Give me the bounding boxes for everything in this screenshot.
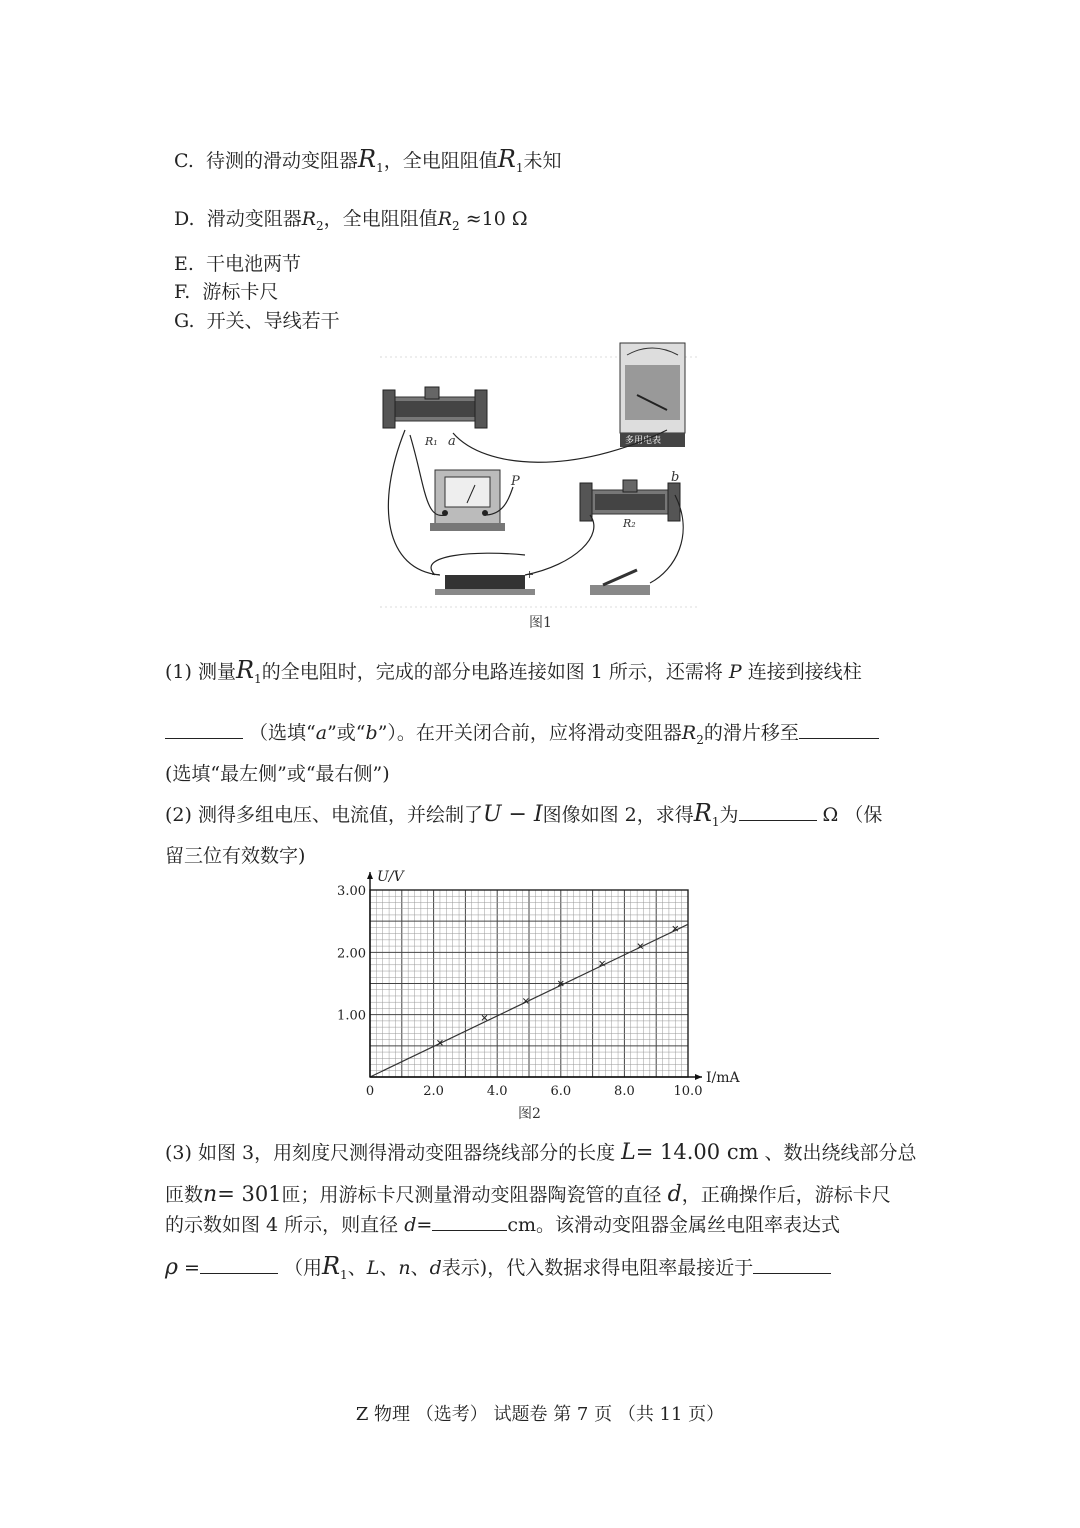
ammeter bbox=[430, 470, 520, 531]
option-e: E. 干电池两节 bbox=[174, 253, 302, 275]
rheostat-r2 bbox=[580, 470, 680, 530]
answer-blank-resistance[interactable] bbox=[739, 819, 817, 821]
x-tick-label: 4.0 bbox=[486, 1084, 508, 1099]
option-g: G. 开关、导线若干 bbox=[174, 310, 340, 332]
x-axis-label: I/mA bbox=[706, 1070, 740, 1086]
terminal-b-label: b bbox=[671, 470, 680, 485]
x-tick-label: 6.0 bbox=[550, 1084, 572, 1099]
question-3-line4: ρ = （用$R_1$、L、n、d表示)，代入数据求得电阻率最接近于 bbox=[165, 1252, 831, 1282]
chart-axes bbox=[367, 872, 702, 1080]
battery-plus: + bbox=[525, 568, 535, 581]
x-tick-label: 2.0 bbox=[423, 1084, 444, 1099]
battery bbox=[431, 568, 535, 595]
page-footer: Z 物理 （选考） 试题卷 第 7 页 （共 11 页） bbox=[355, 1404, 725, 1425]
battery-minus: − bbox=[431, 568, 441, 581]
question-1-line2: （选填“a”或“b”）。在开关闭合前，应将滑动变阻器$R_2$的滑片移至 bbox=[165, 718, 879, 747]
y-axis-arrow bbox=[367, 872, 373, 879]
p-label: P bbox=[511, 474, 520, 489]
y-tick-label: 2.00 bbox=[337, 946, 366, 962]
answer-blank-slider[interactable] bbox=[799, 737, 879, 739]
figure2-caption: 图2 bbox=[518, 1106, 541, 1122]
y-tick-label: 1.00 bbox=[337, 1008, 366, 1024]
multimeter bbox=[620, 343, 685, 447]
r1-label: R₁ bbox=[425, 435, 438, 448]
terminal-a-label: a bbox=[448, 434, 456, 449]
x-tick-label: 10.0 bbox=[673, 1084, 703, 1099]
question-1-line3: (选填“最左侧”或“最右侧”) bbox=[165, 763, 390, 785]
x-tick-label: 0 bbox=[365, 1084, 375, 1099]
switch bbox=[590, 570, 650, 595]
multimeter-label: 多用电表 bbox=[625, 436, 662, 446]
question-2-line1: (2) 测得多组电压、电流值，并绘制了U − I图像如图 2，求得$R_1$为 Ω （保 bbox=[165, 799, 883, 829]
question-1-line1: (1) 测量$R_1$的全电阻时，完成的部分电路连接如图 1 所示，还需将 P 连接到接线柱 bbox=[165, 656, 862, 686]
option-c: C. 待测的滑动变阻器$R_1$，全电阻阻值$R_1$未知 bbox=[174, 145, 562, 175]
question-2-line2: 留三位有效数字) bbox=[165, 845, 306, 867]
ui-chart bbox=[320, 862, 740, 1127]
x-tick-label: 8.0 bbox=[614, 1084, 635, 1099]
circuit-figure bbox=[375, 335, 705, 615]
x-axis-arrow bbox=[695, 1074, 702, 1080]
r2-label: R₂ bbox=[623, 517, 636, 530]
rheostat-r1 bbox=[383, 387, 487, 449]
answer-blank-resistivity-expression[interactable] bbox=[200, 1272, 278, 1274]
option-f: F. 游标卡尺 bbox=[174, 281, 279, 303]
question-3-line3: 的示数如图 4 所示，则直径 d= cm。该滑动变阻器金属丝电阻率表达式 bbox=[165, 1214, 840, 1236]
question-3-line1: (3) 如图 3，用刻度尺测得滑动变阻器绕线部分的长度 L= 14.00 cm 、数出绕线部分总 bbox=[165, 1140, 917, 1165]
figure1-caption: 图1 bbox=[529, 615, 552, 631]
chart-grid bbox=[370, 890, 688, 1077]
question-3-line2: 匝数n= 301匝；用游标卡尺测量滑动变阻器陶瓷管的直径 d，正确操作后，游标卡尺 bbox=[165, 1182, 891, 1207]
answer-blank-terminal[interactable] bbox=[165, 737, 243, 739]
y-axis-label: U/V bbox=[377, 869, 404, 885]
option-d: D. 滑动变阻器$R_2$，全电阻阻值$R_2 \approx 10$ Ω bbox=[174, 208, 528, 233]
answer-blank-diameter[interactable] bbox=[432, 1229, 507, 1231]
y-tick-label: 3.00 bbox=[337, 884, 366, 899]
answer-blank-resistivity-value[interactable] bbox=[753, 1272, 831, 1274]
